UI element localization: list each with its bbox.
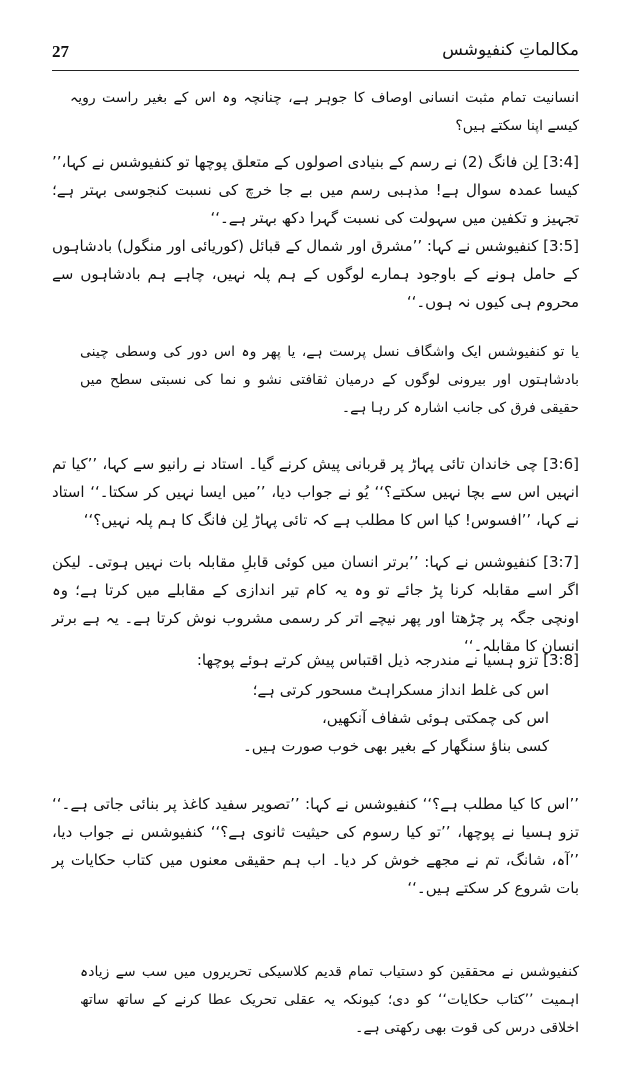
book-title: مکالماتِ کنفیوشس — [442, 40, 579, 60]
poem-quote — [52, 676, 549, 760]
poem-line: اس کی غلط انداز مسکراہٹ مسحور کرتی ہے؛ — [252, 681, 549, 699]
commentary-note-1: یا تو کنفیوشس ایک واشگاف نسل پرست ہے، یا پھر وہ اس دور کی وسطی چینی بادشاہتوں اور بیرونی لوگوں کے درمیان ثقافتی نشو و نما کی نسبتی سطح میں حقیقی فرق کی جانب اشارہ کر رہا ہے۔ — [80, 344, 579, 416]
paragraph-3-6: [3:6] چی خاندان تائی پہاڑ پر قربانی پیش کرنے گیا۔ استاد نے رانیو سے کہا، ’’کیا تم انہیں اس سے بچا نہیں سکتے؟‘‘ یُو نے جواب دیا، ’’میں ایسا نہیں کر سکتا۔‘‘ استاد نے کہا، ’’افسوس! کیا اس کا مطلب ہے کہ تائی پہاڑ لِن فانگ کا ہم پلہ نہیں؟‘‘ — [52, 455, 579, 529]
page-number: 27 — [52, 42, 69, 61]
poem-line: کسی بناؤ سنگھار کے بغیر بھی خوب صورت ہیں۔ — [242, 737, 549, 755]
paragraph-3-7: [3:7] کنفیوشس نے کہا: ’’برتر انسان میں کوئی قابلِ مقابلہ بات نہیں ہوتی۔ لیکن اگر اسے مقابلہ کرنا پڑ جائے تو وہ یہ کام تیر اندازی کے مقابلے میں کرتا ہے؛ وہ اونچی جگہ پر چڑھتا اور پھر نیچے اتر کر رسمی مشروب نوش کرتا ہے۔ یہ ہے برتر انسان کا مقابلہ۔‘‘ — [52, 553, 579, 655]
paragraph-3-8-intro: [3:8] تزو ہسیا نے مندرجہ ذیل اقتباس پیش کرتے ہوئے پوچھا: — [196, 651, 579, 669]
intro-note: انسانیت تمام مثبت انسانی اوصاف کا جوہر ہے، چنانچہ وہ اس کے بغیر راست رویہ کیسے اپنا سکتے ہیں؟ — [70, 90, 579, 134]
paragraph-3-4: [3:4] لِن فانگ (2) نے رسم کے بنیادی اصولوں کے متعلق پوچھا تو کنفیوشس نے کہا،’’ کیسا عمدہ سوال ہے! مذہبی رسم میں بے جا خرچ کی نسبت کنجوسی بہتر ہے؛ تجہیز و تکفین میں سہولت کی نسبت گہرا دکھ بہتر ہے۔‘‘ — [52, 153, 579, 227]
commentary-note-2: کنفیوشس نے محققین کو دستیاب تمام قدیم کلاسیکی تحریروں میں سب سے زیادہ اہمیت ’’کتاب حکایات‘‘ کو دی؛ کیونکہ یہ عقلی تحریک عطا کرنے کے ساتھ ساتھ اخلاقی درس کی قوت بھی رکھتی ہے۔ — [80, 964, 579, 1036]
paragraph-3-5: [3:5] کنفیوشس نے کہا: ’’مشرق اور شمال کے قبائل (کوریائی اور منگول) بادشاہوں کے حامل ہونے کے باوجود ہمارے لوگوں کے ہم پلہ نہیں، چاہے ہم بادشاہوں سے محروم ہی کیوں نہ ہوں۔‘‘ — [52, 237, 579, 311]
running-header — [52, 40, 579, 71]
paragraph-3-8-rest: ’’اس کا کیا مطلب ہے؟‘‘ کنفیوشس نے کہا: ’’تصویر سفید کاغذ پر بنائی جاتی ہے۔‘‘ تزو ہسیا نے پوچھا، ’’تو کیا رسوم کی حیثیت ثانوی ہے؟‘‘ کنفیوشس نے جواب دیا، ’’آہ، شانگ، تم نے مجھے خوش کر دیا۔ اب ہم حقیقی معنوں میں کتاب حکایات پر بات شروع کر سکتے ہیں۔‘‘ — [52, 795, 579, 897]
poem-line: اس کی چمکتی ہوئی شفاف آنکھیں، — [321, 709, 549, 727]
